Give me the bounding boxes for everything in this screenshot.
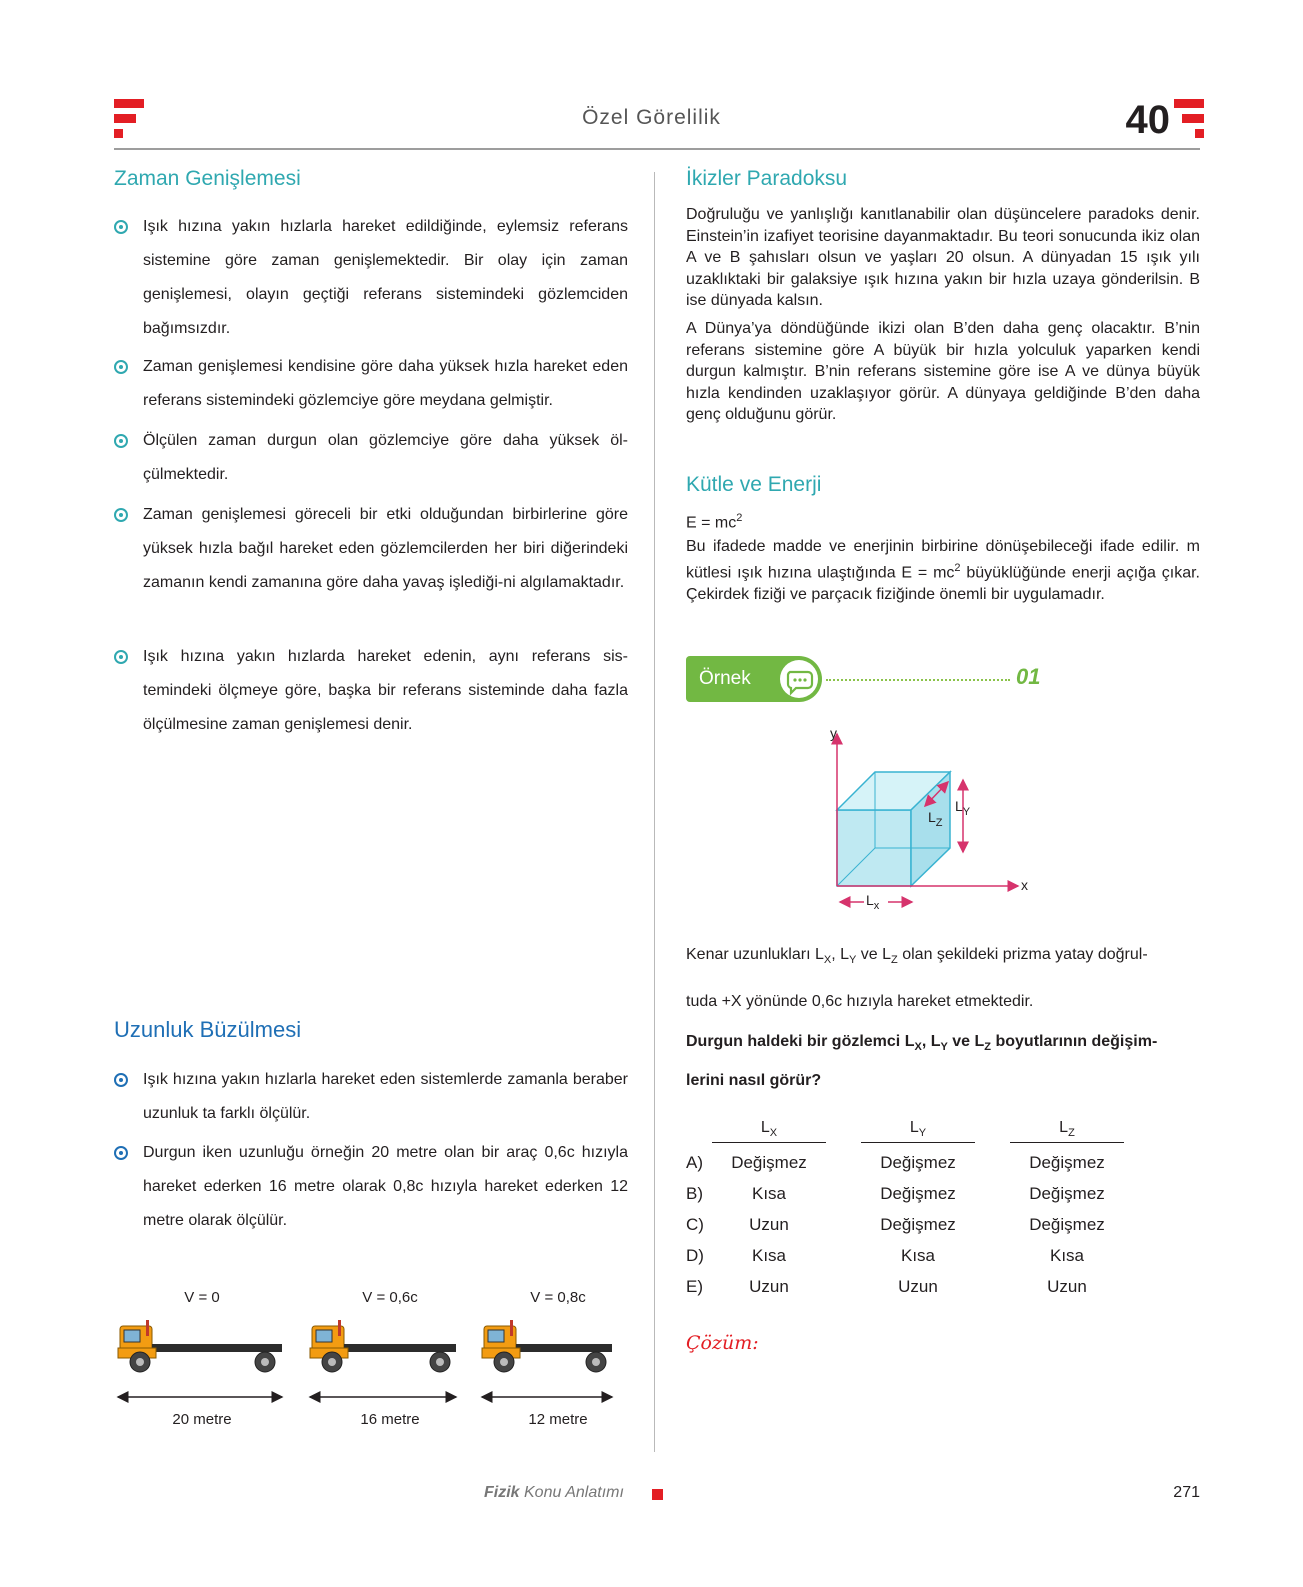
paragraph-mass-energy: Bu ifadede madde ve enerjinin birbirine dönüşebileceği ifade edilir. m kütlesi ışık hızına ulaştığında $E = mc^2$ büyüklüğünde enerji açığa çıkar. Çekirdek fiziği ve parçacık fiziğinde önemli bir uygulamadır. bbox=[686, 538, 1201, 603]
truck-icon bbox=[482, 1320, 612, 1372]
heading-zaman-genislemesi: Zaman Genişlemesi bbox=[114, 167, 301, 190]
page-header-title: Özel Görelilik bbox=[582, 106, 721, 129]
dimension-label-lx: $L_x$ bbox=[866, 892, 880, 912]
dimension-label-ly: $L_Y$ bbox=[955, 798, 971, 818]
truck-length-label: 12 metre bbox=[528, 1411, 588, 1428]
bullet-item: Zaman genişlemesi kendisine göre daha yüksek hızla hareket eden referans sistemindeki gözlemciye göre meydana gelmiştir. bbox=[114, 350, 628, 418]
column-header-ly: $L_Y$ bbox=[909, 1119, 927, 1140]
paragraph-twins-1: Doğruluğu ve yanlışlığı kanıtlanabilir olan düşüncelere paradoks denir. Einstein’in izafiyet teorisine dayanmaktadır. Bu teori sonucunda ikiz olan A ve B şahısları olsun ve yaşları 20 olsun. A dünyadan 15 ışık yılı uzaklıktaki bir galaksiye ışık hızına yakın bir hızla uzaya gönderilsin. B ise dünyada kalsın. bbox=[686, 206, 1200, 310]
bullet-icon bbox=[114, 650, 128, 664]
column-header-lz: $L_Z$ bbox=[1059, 1119, 1075, 1140]
dimension-label-lz: $L_Z$ bbox=[928, 809, 943, 829]
bullet-icon bbox=[114, 1073, 128, 1087]
bullet-item: Ölçülen zaman durgun olan gözlemciye göre daha yüksek öl-çülmektedir. bbox=[114, 424, 628, 492]
problem-statement: Kenar uzunlukları $L_X$, $L_Y$ ve $L_Z$ olan şekildeki prizma yatay doğrul- tuda +X yönünde 0,6c hızıyla hareket etmektedir. bbox=[686, 946, 1148, 1011]
truck-speed-label: V = 0,8c bbox=[530, 1289, 586, 1306]
axis-label-y: y bbox=[830, 725, 837, 741]
column-rule bbox=[861, 1142, 975, 1143]
bullet-item: Zaman genişlemesi göreceli bir etki olduğundan birbirlerine göre yüksek hızla bağıl hareket eden gözlemcilerden her biri diğerindeki zamanın kendi zamanına göre daha yavaş işlediği-ni algılamaktadır. bbox=[114, 498, 628, 600]
bullet-item: Işık hızına yakın hızlarla hareket edildiğinde, eylemsiz referans sistemine göre zaman genişlemektedir. Bir olay için zaman genişlemesi, olayın geçtiği referans sistemindeki gözlemciden bağımsızdır. bbox=[114, 210, 628, 346]
page-number: 271 bbox=[1173, 1484, 1200, 1501]
truck-speed-label: V = 0,6c bbox=[362, 1289, 418, 1306]
example-dotted-line bbox=[826, 679, 1010, 681]
column-rule bbox=[712, 1142, 826, 1143]
truck-length-label: 16 metre bbox=[360, 1411, 420, 1428]
bullet-item: Durgun iken uzunluğu örneğin 20 metre olan bir araç 0,6c hızıyla hareket ederken 16 metre olarak 0,8c hızıyla hareket ederken 12 metre olarak ölçülür. bbox=[114, 1136, 628, 1238]
formula-emc2: $E = mc^2$ bbox=[686, 512, 743, 532]
column-rule bbox=[1010, 1142, 1124, 1143]
problem-question: Durgun haldeki bir gözlemci $L_X$, $L_Y$ ve $L_Z$ boyutlarının değişim- lerini nasıl görür? bbox=[686, 1033, 1158, 1090]
bullet-icon bbox=[114, 508, 128, 522]
bullet-icon bbox=[114, 1146, 128, 1160]
trucks-illustration bbox=[110, 1310, 640, 1420]
heading-kutle-ve-enerji: Kütle ve Enerji bbox=[686, 473, 822, 496]
solution-label: Çözüm: bbox=[686, 1332, 759, 1354]
bullet-icon bbox=[114, 220, 128, 234]
bullet-item: Işık hızına yakın hızlarda hareket edenin, aynı referans sis-temindeki ölçmeye göre, başka bir referans sisteminde daha fazla ölçülmesine zaman genişlemesi denir. bbox=[114, 640, 628, 742]
truck-icon bbox=[310, 1320, 456, 1372]
column-divider bbox=[654, 172, 655, 1452]
truck-speed-label: V = 0 bbox=[184, 1289, 220, 1306]
truck-icon bbox=[118, 1320, 282, 1372]
bullet-icon bbox=[114, 434, 128, 448]
heading-ikizler-paradoksu: İkizler Paradoksu bbox=[686, 167, 848, 190]
bullet-icon bbox=[114, 360, 128, 374]
heading-uzunluk-buzulmesi: Uzunluk Büzülmesi bbox=[114, 1017, 302, 1042]
bullet-item: Işık hızına yakın hızlarla hareket eden sistemlerde zamanla beraber uzunluk ta farklı ölçülür. bbox=[114, 1063, 628, 1131]
example-number: 01 bbox=[1016, 664, 1041, 689]
speech-bubble-icon bbox=[780, 660, 818, 698]
paragraph-twins-2: A Dünya’ya döndüğünde ikizi olan B’den daha genç olacaktır. B’nin referans sistemine göre A büyük bir hızla yolculuk yaparken kendi durgun kalmıştır. B’nin referans sistemine göre ise A ve dünya büyük hızla kendinden uzaklaşıyor görür. A dünyaya geldiğinde B’den daha genç olduğunu görür. bbox=[686, 320, 1200, 424]
footer-book-title: Fizik Konu Anlatımı bbox=[484, 1484, 624, 1501]
axis-label-x: x bbox=[1021, 877, 1028, 893]
example-badge: Örnek bbox=[686, 656, 822, 702]
column-header-lx: $L_X$ bbox=[760, 1119, 778, 1140]
truck-length-label: 20 metre bbox=[172, 1411, 232, 1428]
footer-square-mark bbox=[652, 1489, 663, 1500]
header-rule bbox=[114, 148, 1200, 150]
unit-number: 40 bbox=[1125, 98, 1170, 142]
